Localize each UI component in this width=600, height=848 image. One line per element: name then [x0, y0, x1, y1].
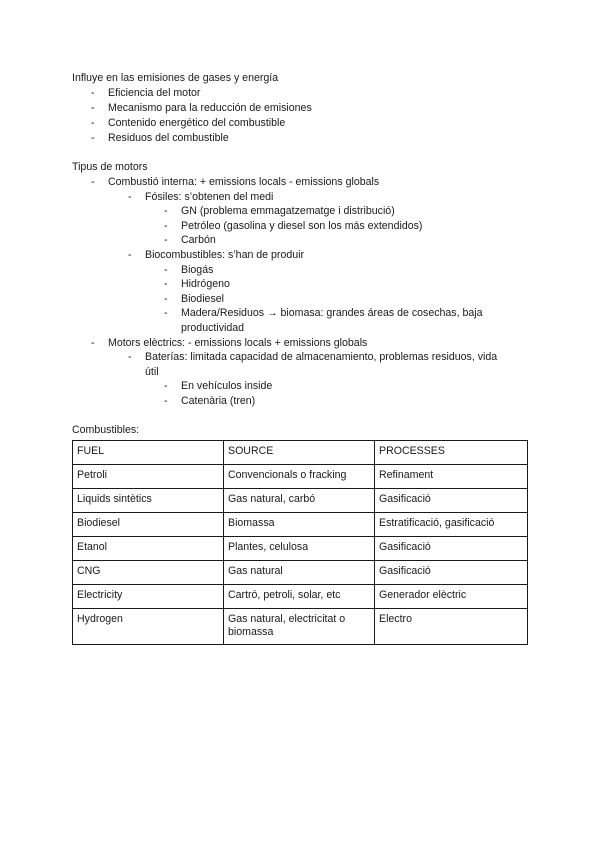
fuel-table	[72, 440, 528, 645]
header-fuel: FUEL	[73, 441, 224, 465]
baterias-item: Baterías: limitada capacidad de almacenamiento, problemas residuos, vida	[145, 351, 498, 363]
bullet-dash: -	[164, 234, 168, 246]
cell-fuel: Hydrogen	[73, 609, 224, 645]
header-processes: PROCESSES	[375, 441, 528, 465]
bullet-dash: -	[164, 307, 168, 319]
list-item: Catenària (tren)	[181, 395, 256, 407]
header-source: SOURCE	[224, 441, 375, 465]
bullet-dash: -	[91, 117, 95, 129]
bullet-dash: -	[128, 249, 132, 261]
cell-source: Cartró, petroli, solar, etc	[224, 585, 375, 609]
combustio-interna-item: Combustió interna: + emissions locals - emissions globals	[108, 176, 380, 188]
bullet-dash: -	[164, 220, 168, 232]
fosiles-item: Fósiles: s’obtenen del medi	[145, 191, 274, 203]
table-row	[73, 585, 528, 609]
biocombustibles-item: Biocombustibles: s’han de produir	[145, 249, 304, 261]
cell-processes: Gasificació	[375, 561, 528, 585]
table-row	[73, 513, 528, 537]
cell-fuel: CNG	[73, 561, 224, 585]
bullet-dash: -	[91, 87, 95, 99]
bullet-dash: -	[91, 132, 95, 144]
bullet-dash: -	[164, 278, 168, 290]
bullet-dash: -	[164, 293, 168, 305]
cell-source: Gas natural, carbó	[224, 489, 375, 513]
bullet-dash: -	[128, 191, 132, 203]
list-item: Hidrógeno	[181, 278, 230, 290]
table-row	[73, 465, 528, 489]
cell-processes: Generador elèctric	[375, 585, 528, 609]
table-row	[73, 537, 528, 561]
list-item: Petróleo (gasolina y diesel son los más extendidos)	[181, 220, 423, 232]
list-item: Eficiencia del motor	[108, 87, 201, 99]
bullet-dash: -	[128, 351, 132, 363]
section3-heading: Combustibles:	[72, 424, 140, 436]
bullet-dash: -	[91, 176, 95, 188]
bullet-dash: -	[91, 337, 95, 349]
section1-heading: Influye en las emisiones de gases y energía	[72, 72, 279, 84]
bullet-dash: -	[164, 395, 168, 407]
list-item: Biodiesel	[181, 293, 224, 305]
cell-processes: Gasificació	[375, 489, 528, 513]
cell-fuel: Etanol	[73, 537, 224, 561]
table-row	[73, 489, 528, 513]
cell-fuel: Biodiesel	[73, 513, 224, 537]
table-row	[73, 609, 528, 645]
table-header-row	[73, 441, 528, 465]
cell-source: Convencionals o fracking	[224, 465, 375, 489]
cell-processes: Refinament	[375, 465, 528, 489]
table-row	[73, 561, 528, 585]
bullet-dash: -	[164, 205, 168, 217]
cell-processes: Gasificació	[375, 537, 528, 561]
list-item: En vehículos inside	[181, 380, 273, 392]
cell-processes: Electro	[375, 609, 528, 645]
bullet-dash: -	[164, 380, 168, 392]
cell-fuel: Petroli	[73, 465, 224, 489]
bullet-dash: -	[91, 102, 95, 114]
list-item-continuation: productividad	[181, 322, 245, 334]
list-item: Madera/Residuos → biomasa: grandes áreas de cosechas, baja	[181, 307, 483, 319]
list-item: Residuos del combustible	[108, 132, 229, 144]
cell-fuel: Liquids sintètics	[73, 489, 224, 513]
bullet-dash: -	[164, 264, 168, 276]
cell-source: Gas natural	[224, 561, 375, 585]
cell-processes: Estratificació, gasificació	[375, 513, 528, 537]
section2-heading: Tipus de motors	[72, 161, 148, 173]
list-item: Carbón	[181, 234, 216, 246]
list-item: Contenido energético del combustible	[108, 117, 286, 129]
cell-source: Biomassa	[224, 513, 375, 537]
list-item: Mecanismo para la reducción de emisiones	[108, 102, 312, 114]
list-item: Biogás	[181, 264, 214, 276]
motors-electrics-item: Motors elèctrics: - emissions locals + emissions globals	[108, 337, 368, 349]
cell-source: Plantes, celulosa	[224, 537, 375, 561]
baterias-item-continuation: útil	[145, 366, 159, 378]
list-item: GN (problema emmagatzematge i distribució)	[181, 205, 395, 217]
cell-fuel: Electricity	[73, 585, 224, 609]
cell-source: Gas natural, electricitat o biomassa	[224, 609, 375, 645]
